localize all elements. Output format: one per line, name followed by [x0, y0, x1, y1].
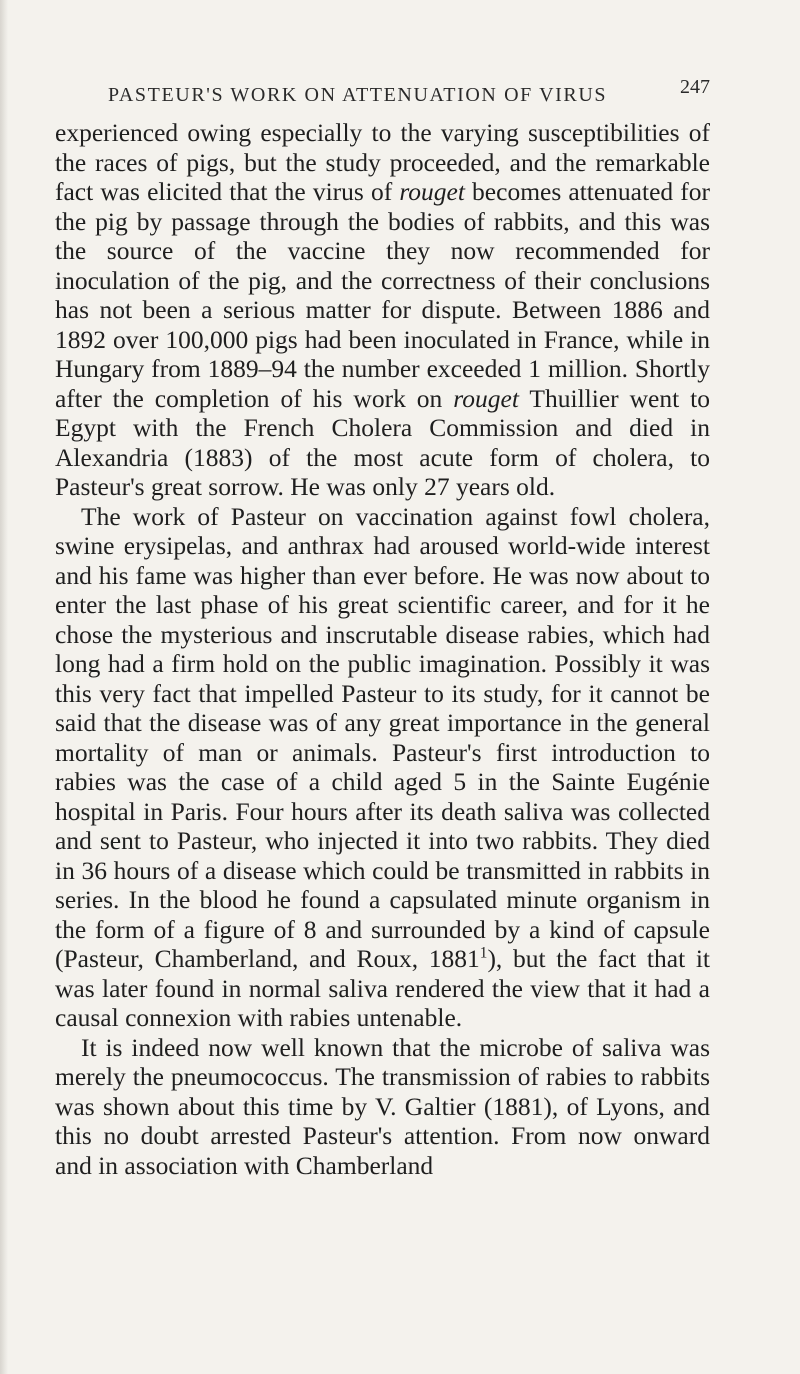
paragraph-1: experienced owing especially to the varying susceptibilities of the races of pigs, but the study proceeded, and the remarkable fact was elicited that the virus of rouget becomes attenuated for the pig by passage through the bodies of rabbits, and this was the source of the vaccine they now recommended for inoculation of the pig, and the correctness of their conclusions has not been a serious matter for dispute. Between 1886 and 1892 over 100,000 pigs had been inoculated in France, while in Hungary from 1889–94 the number exceeded 1 million. Shortly after the completion of his work on rouget Thuillier went to Egypt with the French Cholera Commission and died in Alexandria (1883) of the most acute form of cholera, to Pasteur's great sorrow. He was only 27 years old.	[55, 118, 710, 501]
page-number: 247	[680, 76, 710, 98]
paragraph-3: It is indeed now well known that the microbe of saliva was merely the pneumococcus. The transmission of rabies to rabbits was shown about this time by V. Galtier (1881), of Lyons, and this no doubt arrested Pasteur's attention. From now onward and in association with Chamberland	[55, 1032, 710, 1180]
footnote-marker: 1	[479, 944, 488, 962]
page-gutter-shadow	[0, 0, 8, 1374]
paragraph-2: The work of Pasteur on vaccination against fowl cholera, swine erysipelas, and anthrax had aroused world-wide interest and his fame was higher than ever before. He was now about to enter the last phase of his great scientific career, and for it he chose the mysterious and inscrutable disease rabies, which had long had a firm hold on the public imagination. Possibly it was this very fact that impelled Pasteur to its study, for it cannot be said that the disease was of any great importance in the general mortality of man or animals. Pasteur's first introduction to rabies was the case of a child aged 5 in the Sainte Eugénie hospital in Paris. Four hours after its death saliva was collected and sent to Pasteur, who injected it into two rabbits. They died in 36 hours of a disease which could be transmitted in rabbits in series. In the blood he found a capsulated minute organism in the form of a figure of 8 and surrounded by a kind of capsule (Pasteur, Chamberland, and Roux, 1881$^1$), but the fact that it was later found in normal saliva rendered the view that it had a causal connexion with rabies untenable.	[55, 501, 710, 1032]
italic-term: rouget	[399, 177, 465, 206]
body-text	[55, 118, 710, 1180]
running-title: PASTEUR'S WORK ON ATTENUATION OF VIRUS	[108, 84, 608, 106]
running-head	[108, 74, 710, 114]
italic-term: rouget	[453, 383, 519, 413]
